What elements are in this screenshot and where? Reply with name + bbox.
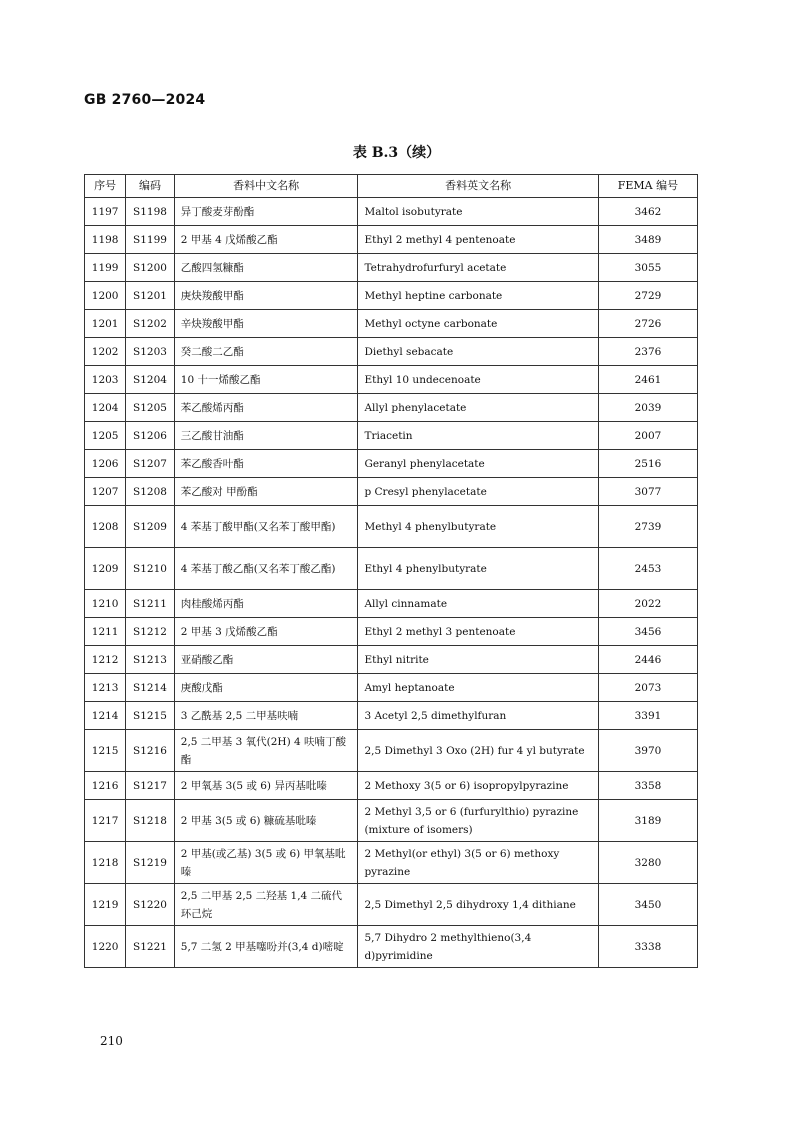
cell-no: 1213 [85,674,126,702]
table-row [85,338,698,366]
cell-english-name: 2 Methyl 3,5 or 6 (furfurylthio) pyrazine (mixture of isomers) [358,800,598,842]
cell-code: S1204 [126,366,175,394]
cell-code: S1215 [126,702,175,730]
cell-no: 1210 [85,590,126,618]
table-row [85,842,698,884]
cell-chinese-name: 庚炔羧酸甲酯 [174,282,358,310]
cell-chinese-name: 2 甲基 3(5 或 6) 糠硫基吡嗪 [174,800,358,842]
cell-code: S1216 [126,730,175,772]
cell-fema: 3189 [598,800,697,842]
table-row [85,674,698,702]
cell-chinese-name: 苯乙酸烯丙酯 [174,394,358,422]
cell-english-name: 2 Methoxy 3(5 or 6) isopropylpyrazine [358,772,598,800]
table-row [85,506,698,548]
cell-english-name: Ethyl 2 methyl 3 pentenoate [358,618,598,646]
cell-code: S1198 [126,198,175,226]
cell-chinese-name: 2,5 二甲基 2,5 二羟基 1,4 二硫代环己烷 [174,884,358,926]
cell-no: 1209 [85,548,126,590]
cell-fema: 2729 [598,282,697,310]
cell-fema: 2039 [598,394,697,422]
table-row [85,198,698,226]
column-header-fema: FEMA 编号 [598,175,697,198]
cell-chinese-name: 异丁酸麦芽酚酯 [174,198,358,226]
cell-english-name: Methyl 4 phenylbutyrate [358,506,598,548]
cell-fema: 2516 [598,450,697,478]
table-row [85,282,698,310]
cell-english-name: Diethyl sebacate [358,338,598,366]
cell-no: 1208 [85,506,126,548]
table-title: 表 B.3（续） [352,145,441,161]
table-row [85,450,698,478]
cell-no: 1205 [85,422,126,450]
cell-no: 1206 [85,450,126,478]
cell-fema: 2453 [598,548,697,590]
standard-code: GB 2760—2024 [84,92,206,108]
cell-chinese-name: 4 苯基丁酸甲酯(又名苯丁酸甲酯) [174,506,358,548]
cell-fema: 2446 [598,646,697,674]
cell-no: 1217 [85,800,126,842]
table-row [85,366,698,394]
cell-chinese-name: 2 甲基 3 戊烯酸乙酯 [174,618,358,646]
cell-fema: 2739 [598,506,697,548]
cell-no: 1198 [85,226,126,254]
cell-code: S1217 [126,772,175,800]
cell-english-name: Amyl heptanoate [358,674,598,702]
table-row [85,772,698,800]
cell-english-name: 2 Methyl(or ethyl) 3(5 or 6) methoxy pyrazine [358,842,598,884]
cell-chinese-name: 3 乙酰基 2,5 二甲基呋喃 [174,702,358,730]
cell-no: 1203 [85,366,126,394]
cell-english-name: Triacetin [358,422,598,450]
cell-no: 1200 [85,282,126,310]
cell-code: S1219 [126,842,175,884]
page-number: 210 [100,1034,123,1048]
table-row [85,730,698,772]
cell-fema: 2073 [598,674,697,702]
cell-no: 1215 [85,730,126,772]
cell-chinese-name: 辛炔羧酸甲酯 [174,310,358,338]
cell-english-name: Geranyl phenylacetate [358,450,598,478]
table-row [85,422,698,450]
cell-no: 1197 [85,198,126,226]
column-header-english-name: 香料英文名称 [358,175,598,198]
cell-fema: 2726 [598,310,697,338]
table-row [85,254,698,282]
cell-english-name: Ethyl nitrite [358,646,598,674]
cell-code: S1210 [126,548,175,590]
cell-no: 1212 [85,646,126,674]
cell-no: 1199 [85,254,126,282]
cell-no: 1201 [85,310,126,338]
cell-chinese-name: 2 甲基(或乙基) 3(5 或 6) 甲氧基吡嗪 [174,842,358,884]
cell-fema: 3280 [598,842,697,884]
cell-english-name: Methyl heptine carbonate [358,282,598,310]
cell-fema: 3456 [598,618,697,646]
cell-no: 1216 [85,772,126,800]
cell-english-name: p Cresyl phenylacetate [358,478,598,506]
table-row [85,926,698,968]
cell-chinese-name: 亚硝酸乙酯 [174,646,358,674]
table-row [85,702,698,730]
cell-english-name: Ethyl 4 phenylbutyrate [358,548,598,590]
cell-fema: 2461 [598,366,697,394]
cell-no: 1202 [85,338,126,366]
cell-code: S1205 [126,394,175,422]
cell-code: S1214 [126,674,175,702]
cell-code: S1207 [126,450,175,478]
cell-code: S1213 [126,646,175,674]
table-body [85,198,698,968]
cell-english-name: Maltol isobutyrate [358,198,598,226]
cell-chinese-name: 苯乙酸香叶酯 [174,450,358,478]
cell-code: S1203 [126,338,175,366]
cell-english-name: 2,5 Dimethyl 3 Oxo (2H) fur 4 yl butyrate [358,730,598,772]
cell-fema: 3055 [598,254,697,282]
table-row [85,884,698,926]
cell-no: 1218 [85,842,126,884]
cell-chinese-name: 苯乙酸对 甲酚酯 [174,478,358,506]
cell-fema: 2022 [598,590,697,618]
cell-english-name: Methyl octyne carbonate [358,310,598,338]
cell-fema: 3450 [598,884,697,926]
cell-english-name: Ethyl 10 undecenoate [358,366,598,394]
table-row [85,618,698,646]
cell-fema: 2376 [598,338,697,366]
table-row [85,478,698,506]
cell-chinese-name: 4 苯基丁酸乙酯(又名苯丁酸乙酯) [174,548,358,590]
table-row [85,646,698,674]
flavor-table [84,174,698,968]
cell-no: 1214 [85,702,126,730]
table-header-row [85,175,698,198]
cell-chinese-name: 乙酸四氢糠酯 [174,254,358,282]
cell-english-name: Tetrahydrofurfuryl acetate [358,254,598,282]
cell-chinese-name: 2 甲氧基 3(5 或 6) 异丙基吡嗪 [174,772,358,800]
cell-chinese-name: 5,7 二氢 2 甲基噻吩并(3,4 d)嘧啶 [174,926,358,968]
cell-code: S1206 [126,422,175,450]
cell-fema: 3970 [598,730,697,772]
cell-fema: 3358 [598,772,697,800]
cell-chinese-name: 10 十一烯酸乙酯 [174,366,358,394]
cell-code: S1221 [126,926,175,968]
cell-code: S1209 [126,506,175,548]
cell-english-name: 2,5 Dimethyl 2,5 dihydroxy 1,4 dithiane [358,884,598,926]
cell-chinese-name: 庚酸戊酯 [174,674,358,702]
cell-code: S1208 [126,478,175,506]
table-row [85,226,698,254]
cell-fema: 2007 [598,422,697,450]
cell-code: S1199 [126,226,175,254]
cell-code: S1211 [126,590,175,618]
table-row [85,590,698,618]
table-row [85,310,698,338]
cell-code: S1200 [126,254,175,282]
cell-no: 1207 [85,478,126,506]
cell-chinese-name: 三乙酸甘油酯 [174,422,358,450]
cell-code: S1218 [126,800,175,842]
column-header-no: 序号 [85,175,126,198]
cell-no: 1211 [85,618,126,646]
cell-no: 1204 [85,394,126,422]
cell-no: 1219 [85,884,126,926]
column-header-code: 编码 [126,175,175,198]
table-row [85,548,698,590]
cell-fema: 3338 [598,926,697,968]
cell-english-name: 5,7 Dihydro 2 methylthieno(3,4 d)pyrimidine [358,926,598,968]
cell-code: S1212 [126,618,175,646]
cell-fema: 3489 [598,226,697,254]
cell-fema: 3077 [598,478,697,506]
cell-fema: 3391 [598,702,697,730]
cell-chinese-name: 癸二酸二乙酯 [174,338,358,366]
cell-no: 1220 [85,926,126,968]
cell-code: S1201 [126,282,175,310]
cell-chinese-name: 2,5 二甲基 3 氧代(2H) 4 呋喃丁酸酯 [174,730,358,772]
cell-english-name: Allyl cinnamate [358,590,598,618]
table-row [85,800,698,842]
cell-chinese-name: 肉桂酸烯丙酯 [174,590,358,618]
cell-chinese-name: 2 甲基 4 戊烯酸乙酯 [174,226,358,254]
cell-fema: 3462 [598,198,697,226]
cell-code: S1220 [126,884,175,926]
column-header-chinese-name: 香料中文名称 [174,175,358,198]
cell-english-name: 3 Acetyl 2,5 dimethylfuran [358,702,598,730]
cell-english-name: Allyl phenylacetate [358,394,598,422]
cell-code: S1202 [126,310,175,338]
cell-english-name: Ethyl 2 methyl 4 pentenoate [358,226,598,254]
table-row [85,394,698,422]
